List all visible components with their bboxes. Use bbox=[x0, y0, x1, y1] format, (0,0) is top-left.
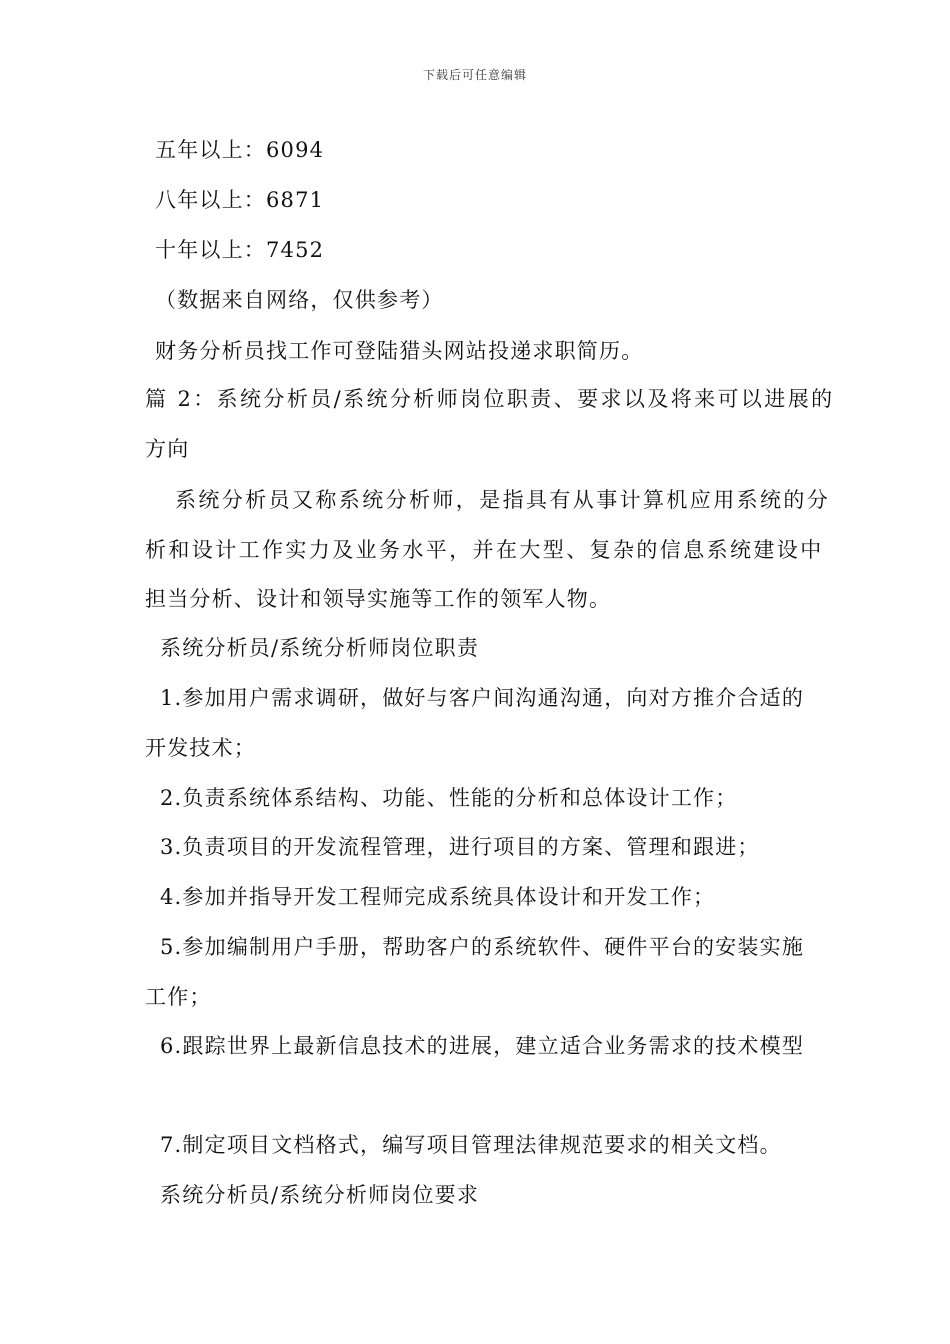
list-item: 3.负责项目的开发流程管理，进行项目的方案、管理和跟进； bbox=[160, 835, 760, 859]
page-header: 下载后可任意编辑 bbox=[422, 68, 527, 82]
text-line-salary-5y: 五年以上：6094 bbox=[155, 138, 325, 162]
subheading-requirements: 系统分析员/系统分析师岗位要求 bbox=[160, 1183, 480, 1207]
subheading-duties: 系统分析员/系统分析师岗位职责 bbox=[160, 636, 480, 660]
list-item-cont: 工作； bbox=[145, 985, 212, 1009]
list-item: 4.参加并指导开发工程师完成系统具体设计和开发工作； bbox=[160, 885, 716, 909]
text-line-salary-8y: 八年以上：6871 bbox=[155, 188, 325, 212]
text-line-job-tip: 财务分析员找工作可登陆猎头网站投递求职简历。 bbox=[155, 339, 644, 363]
list-item: 7.制定项目文档格式，编写项目管理法律规范要求的相关文档。 bbox=[160, 1133, 782, 1157]
list-item: 6.跟踪世界上最新信息技术的进展，建立适合业务需求的技术模型 bbox=[160, 1034, 805, 1058]
paragraph-line: 系统分析员又称系统分析师，是指具有从事计算机应用系统的分 bbox=[175, 488, 831, 512]
text-line-salary-10y: 十年以上：7452 bbox=[155, 238, 325, 262]
section-heading-cont: 方向 bbox=[145, 437, 190, 461]
paragraph-line: 析和设计工作实力及业务水平，并在大型、复杂的信息系统建设中 bbox=[145, 538, 824, 562]
list-item-cont: 开发技术； bbox=[145, 736, 256, 760]
list-item: 2.负责系统体系结构、功能、性能的分析和总体设计工作； bbox=[160, 786, 738, 810]
list-item: 5.参加编制用户手册，帮助客户的系统软件、硬件平台的安装实施 bbox=[160, 935, 805, 959]
list-item: 1.参加用户需求调研，做好与客户间沟通沟通，向对方推介合适的 bbox=[160, 686, 805, 710]
text-line-data-source: （数据来自网络，仅供参考） bbox=[155, 288, 444, 312]
paragraph-line: 担当分析、设计和领导实施等工作的领军人物。 bbox=[145, 587, 612, 611]
section-heading: 篇 2：系统分析员/系统分析师岗位职责、要求以及将来可以进展的 bbox=[145, 387, 835, 411]
